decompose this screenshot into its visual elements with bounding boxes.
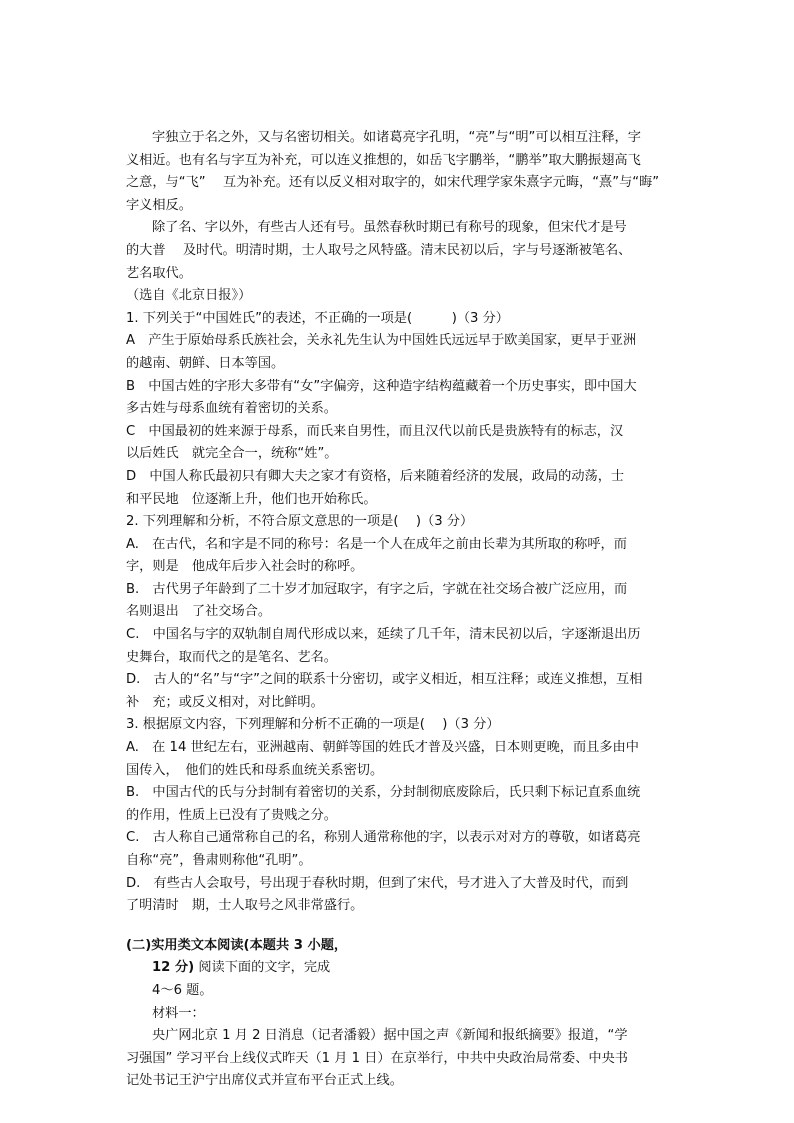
- text-line: 的大普 及时代。明清时期，士人取号之风特盛。清末民初以后，字与号逐渐被笔名、: [126, 242, 632, 258]
- option-d-cont: 补 充；或反义相对，对比鲜明。: [126, 694, 324, 710]
- instruction-text: 阅读下面的文字，完成: [194, 960, 331, 976]
- option-a-cont: 的越南、朝鲜、日本等国。: [126, 355, 285, 371]
- option-b-cont: 名则退出 了社交场合。: [126, 604, 272, 620]
- option-d: D 中国人称氏最初只有卿大夫之家才有资格，后来随着经济的发展，政局的动荡，士: [126, 468, 625, 484]
- option-b-cont: 的作用，性质上已没有了贵贱之分。: [126, 807, 337, 823]
- text-line: 习强国” 学习平台上线仪式昨天（1 月 1 日）在京举行，中共中央政治局常委、中央书: [126, 1050, 628, 1066]
- text-line: 字独立于名之外，又与名密切相关。如诸葛亮字孔明，“亮”与“明”可以相互注释，字: [152, 130, 641, 145]
- text-line: 之意，与“飞” 互为补充。还有以反义相对取字的，如宋代理学家朱熹字元晦，“熹”与“晦”: [126, 175, 660, 191]
- question-1: [126, 308, 666, 511]
- question-stem: 2. 下列理解和分析，不符合原文意思的一项是( )（3 分）: [126, 514, 474, 530]
- option-a: A. 在古代，名和字是不同的称号：名是一个人在成年之前由长辈为其所取的称呼，而: [126, 536, 627, 552]
- source-citation: （选自《北京日报》）: [126, 288, 252, 304]
- option-c: C. 中国名与字的双轨制自周代形成以来，延续了几千年，清末民初以后，字逐渐退出历: [126, 627, 641, 643]
- document-page: [126, 127, 666, 1093]
- question-3: [126, 714, 666, 917]
- option-c-cont: 以后姓氏 就完全合一，统称“姓”。: [126, 446, 338, 462]
- option-a-cont: 国传入， 他们的姓氏和母系血统关系密切。: [126, 762, 384, 778]
- section-heading: (二)实用类文本阅读(本题共 3 小题，: [126, 937, 348, 953]
- option-d-cont: 了明清时 期，士人取号之风非常盛行。: [126, 898, 364, 914]
- option-c: C 中国最初的姓来源于母系，而氏来自男性，而且汉代以前氏是贵族特有的标志，汉: [126, 423, 624, 439]
- option-c: C. 古人称自己通常称自己的名，称别人通常称他的字，以表示对对方的尊敬，如诸葛亮: [126, 830, 641, 846]
- option-b-cont: 多古姓与母系血统有着密切的关系。: [126, 401, 337, 417]
- section-heading-cont: [126, 957, 666, 980]
- text-line: 字义相反。: [126, 197, 192, 213]
- text-line: 央广网北京 1 月 2 日消息（记者潘毅）据中国之声《新闻和报纸摘要》报道，“学: [152, 1028, 628, 1044]
- paragraph-name-and-zi: [126, 127, 666, 217]
- material-label: 材料一：: [152, 1005, 205, 1021]
- option-a: A 产生于原始母系氏族社会，关永礼先生认为中国姓氏远远早于欧美国家，更早于亚洲: [126, 333, 637, 349]
- text-line: 除了名、字以外，有些古人还有号。虽然春秋时期已有称号的现象，但宋代才是号: [152, 220, 627, 236]
- text-line: 记处书记王沪宁出席仪式并宣布平台正式上线。: [126, 1073, 403, 1089]
- option-b: B. 中国古代的氏与分封制有着密切的关系，分封制彻底废除后，氏只剩下标记直系血统: [126, 785, 641, 801]
- section-practical-text: [126, 935, 666, 1093]
- option-d-cont: 和平民地 位逐渐上升，他们也开始称氏。: [126, 491, 377, 507]
- text-line: 艺名取代。: [126, 265, 192, 281]
- question-range: 4～6 题。: [152, 982, 213, 998]
- option-c-cont: 史舞台，取而代之的是笔名、艺名。: [126, 649, 337, 665]
- option-a-cont: 字，则是 他成年后步入社会时的称呼。: [126, 559, 364, 575]
- option-b: B 中国古姓的字形大多带有“女”字偏旁，这种造字结构蕴藏着一个历史事实，即中国大: [126, 378, 637, 394]
- option-c-cont: 自称“亮”，鲁肃则称他“孔明”。: [126, 853, 312, 868]
- paragraph-hao: [126, 217, 666, 285]
- option-d: D. 有些古人会取号，号出现于春秋时期，但到了宋代，号才进入了大普及时代，而到: [126, 875, 629, 891]
- question-stem: 1. 下列关于“中国姓氏”的表述，不正确的一项是( )（3 分）: [126, 310, 509, 326]
- question-stem: 3. 根据原文内容，下列理解和分析不正确的一项是( )（3 分）: [126, 717, 500, 733]
- option-b: B. 古代男子年龄到了二十岁才加冠取字，有字之后，字就在社交场合被广泛应用，而: [126, 581, 628, 597]
- section-gap: [126, 918, 666, 935]
- text-line: 义相近。也有名与字互为补充，可以连义推想的，如岳飞字鹏举，“鹏举”取大鹏振翅高飞: [126, 152, 641, 168]
- points-label: 12 分): [152, 960, 195, 976]
- question-2: [126, 511, 666, 714]
- option-a: A. 在 14 世纪左右，亚洲越南、朝鲜等国的姓氏才普及兴盛，日本则更晚，而且多由中: [126, 740, 639, 756]
- option-d: D. 古人的“名”与“字”之间的联系十分密切，或字义相近，相互注释；或连义推想，互相: [126, 672, 643, 688]
